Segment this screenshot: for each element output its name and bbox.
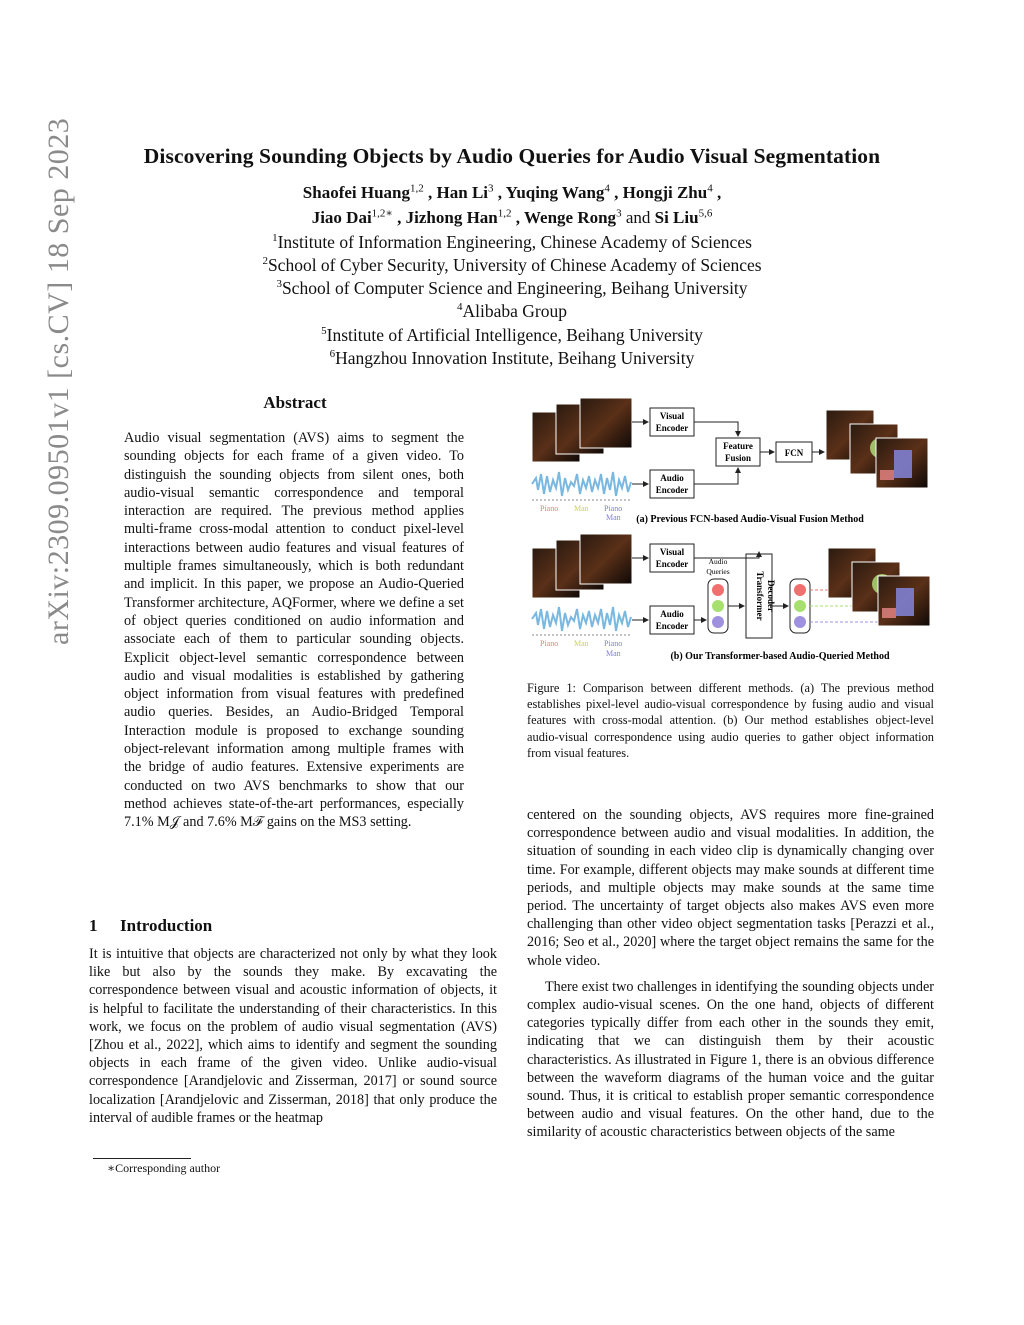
footnote: ∗Corresponding author xyxy=(107,1161,221,1175)
figure-1-diagram xyxy=(528,394,938,666)
wave-label-piano-man: Man xyxy=(606,649,621,658)
audio-waveform-a xyxy=(532,472,632,500)
author-name: Jizhong Han xyxy=(405,208,498,227)
affiliation-text: Institute of Information Engineering, Chinese Academy of Sciences xyxy=(277,232,752,252)
transformer-decoder-label: Transformer xyxy=(755,571,765,621)
segmentation-output-a xyxy=(826,410,928,488)
author-name: Jiao Dai xyxy=(311,208,372,227)
author-affiliation-marker: 4 xyxy=(604,182,610,195)
section-number: 1 xyxy=(89,916,98,935)
wave-label-man: Man xyxy=(574,504,589,513)
fcn-label: FCN xyxy=(784,448,804,458)
video-frames-a xyxy=(532,398,632,462)
author-line-2 xyxy=(60,208,964,228)
author-line-1 xyxy=(60,183,964,203)
paper-title: Discovering Sounding Objects by Audio Queries for Audio Visual Segmentation xyxy=(143,144,881,168)
visual-encoder-label: Encoder xyxy=(655,559,689,569)
author-separator: , xyxy=(712,183,722,202)
author-affiliation-marker: 1,2 xyxy=(497,207,512,220)
author-affiliation-marker: 4 xyxy=(707,182,713,195)
section-title: Introduction xyxy=(120,916,213,935)
transformer-decoder-label: Decoder xyxy=(766,580,776,612)
feature-fusion-label: Feature xyxy=(723,441,753,451)
affiliation-marker: 5 xyxy=(321,325,327,338)
affiliation xyxy=(60,255,964,276)
author-affiliation-marker: 3 xyxy=(488,182,494,195)
audio-query-token xyxy=(712,584,724,596)
affiliation xyxy=(60,301,964,322)
author-affiliation-marker: 1,2 xyxy=(410,182,424,195)
figure-caption: Figure 1: Comparison between different methods. (a) The previous method establishes pixel-level audio-visual correspondence by fusing audio and visual features with cross-modal attention. (b) Our method establishes object-level audio-visual correspondence using audio queries to gather object information from visual features. xyxy=(527,681,934,760)
wave-label-piano: Piano xyxy=(540,639,559,648)
affiliation-text: School of Computer Science and Engineering, Beihang University xyxy=(281,278,748,298)
audio-waveform-b xyxy=(532,607,632,635)
footnote-divider xyxy=(93,1158,191,1159)
affiliation xyxy=(60,325,964,346)
author-name: Yuqing Wang xyxy=(505,183,605,202)
author-affiliation-marker: 3 xyxy=(616,207,622,220)
audio-encoder-label: Audio xyxy=(660,609,684,619)
author-name: Si Liu xyxy=(654,208,699,227)
author-separator: , xyxy=(609,183,623,202)
arxiv-identifier: arXiv:2309.09501v1 [cs.CV] 18 Sep 2023 xyxy=(42,117,75,645)
author-name: Wenge Rong xyxy=(523,208,617,227)
panel-b-label: (b) Our Transformer-based Audio-Queried Method xyxy=(670,651,890,662)
audio-queries-label: Queries xyxy=(706,567,730,576)
audio-encoder-label: Encoder xyxy=(655,621,689,631)
introduction-paragraph: There exist two challenges in identifying the sounding objects under complex audio-visual scenes. On the one hand, objects of different categories typically differ from each other in the sounds they emit, indicating that we can distinguish them by their acoustic characteristics. As illustrated in Figure 1, there is an obvious difference between the waveform diagrams of the human voice and the guitar sound. Thus, it is critical to establish proper semantic correspondence between audio and visual features. On the other hand, due to the similarity of acoustic characteristics between objects of the same xyxy=(527,978,934,1141)
author-separator: , xyxy=(511,208,524,227)
affiliation-text: Hangzhou Innovation Institute, Beihang University xyxy=(335,348,695,368)
affiliation xyxy=(60,348,964,369)
output-query-token xyxy=(794,616,806,628)
affiliation-marker: 6 xyxy=(329,348,336,361)
visual-encoder-label: Encoder xyxy=(655,423,689,433)
affiliation-text: School of Cyber Security, University of Chinese Academy of Sciences xyxy=(267,255,762,275)
visual-encoder-label: Visual xyxy=(659,547,685,557)
section-heading xyxy=(89,916,212,936)
author-affiliation-marker: 5,6 xyxy=(698,207,713,220)
author-name: Shaofei Huang xyxy=(302,183,411,202)
affiliation-text: Institute of Artificial Intelligence, Beihang University xyxy=(326,325,703,345)
wave-label-piano-man: Man xyxy=(606,513,621,522)
visual-encoder-label: Visual xyxy=(659,411,685,421)
audio-queries-label: Audio xyxy=(708,557,728,566)
abstract-heading: Abstract xyxy=(263,393,327,412)
output-query-token xyxy=(794,600,806,612)
affiliation-marker: 4 xyxy=(457,301,463,314)
author-separator: , xyxy=(392,208,406,227)
abstract-text: Audio visual segmentation (AVS) aims to segment the sounding objects for each frame of a given video. To distinguish the sounding objects from silent ones, both audio-visual semantic correspondence and temporal interaction are required. The previous method applies multi-frame cross-modal attention to conduct pixel-level interactions between audio features and visual features of multiple frames simultaneously, which is both redundant and implicit. In this paper, we propose an Audio-Queried Transformer architecture, AQFormer, where we define a set of object queries conditioned on audio information and associate each of them to particular sounding objects. Explicit object-level semantic correspondence between audio and visual modalities is established by gathering object information from visual features with predefined audio queries. Besides, an Audio-Bridged Temporal Interaction module is proposed to exchange sounding object-relevant information among multiple frames with the bridge of audio features. Extensive experiments are conducted on two AVS benchmarks to show that our method achieves state-of-the-art performances, especially 7.1% M𝒥 and 7.6% Mℱ gains on the MS3 setting. xyxy=(124,430,464,831)
audio-query-token xyxy=(712,600,724,612)
affiliation xyxy=(60,278,964,299)
segmentation-output-b xyxy=(828,548,930,626)
audio-query-token xyxy=(712,616,724,628)
affiliation-marker: 3 xyxy=(276,278,282,291)
affiliation-marker: 1 xyxy=(272,232,278,245)
right-column-body xyxy=(527,806,934,1142)
wave-label-piano-man: Piano xyxy=(604,639,623,648)
audio-encoder-label: Audio xyxy=(660,473,684,483)
wave-label-man: Man xyxy=(574,639,589,648)
affiliation-text: Alibaba Group xyxy=(462,301,567,321)
audio-encoder-label: Encoder xyxy=(655,485,689,495)
wave-label-piano-man: Piano xyxy=(604,504,623,513)
author-name: Hongji Zhu xyxy=(622,183,708,202)
author-separator: , xyxy=(423,183,437,202)
introduction-paragraph: It is intuitive that objects are characterized not only by what they look like but also by the sounds they make. By excavating the correspondence between visual and acoustic information of objects, it is helpful to facilitate the understanding of their characteristics. In this work, we focus on the problem of audio visual segmentation (AVS) [Zhou et al., 2022], which aims to identify and segment the sounding objects in each frame of the given video. Unlike audio-visual correspondence [Arandjelovic and Zisserman, 2017] or sound source localization [Arandjelovic and Zisserman, 2018] that only produce the interval of audible frames or the heatmap xyxy=(89,946,497,1126)
wave-label-piano: Piano xyxy=(540,504,559,513)
video-frames-b xyxy=(532,534,632,598)
introduction-paragraph-continued: centered on the sounding objects, AVS requires more fine-grained correspondence between audio and visual modalities. In addition, the situation of sounding in each video clip is dynamically changing over time. For example, different objects may make sounds at different time periods, and multiple objects may make sounds at the same time period. The uncertainty of target objects also makes AVS even more challenging than other video object segmentation tasks [Perazzi et al., 2016; Seo et al., 2020] where the target object remains the same for the whole video. xyxy=(527,807,934,969)
author-affiliation-marker: 1,2∗ xyxy=(371,207,393,220)
author-name: Han Li xyxy=(436,183,489,202)
author-separator: and xyxy=(621,208,655,227)
affiliation xyxy=(60,232,964,253)
author-separator: , xyxy=(493,183,506,202)
affiliation-marker: 2 xyxy=(262,255,268,268)
output-query-token xyxy=(794,584,806,596)
panel-a-label: (a) Previous FCN-based Audio-Visual Fusion Method xyxy=(636,514,864,525)
feature-fusion-label: Fusion xyxy=(724,453,752,463)
